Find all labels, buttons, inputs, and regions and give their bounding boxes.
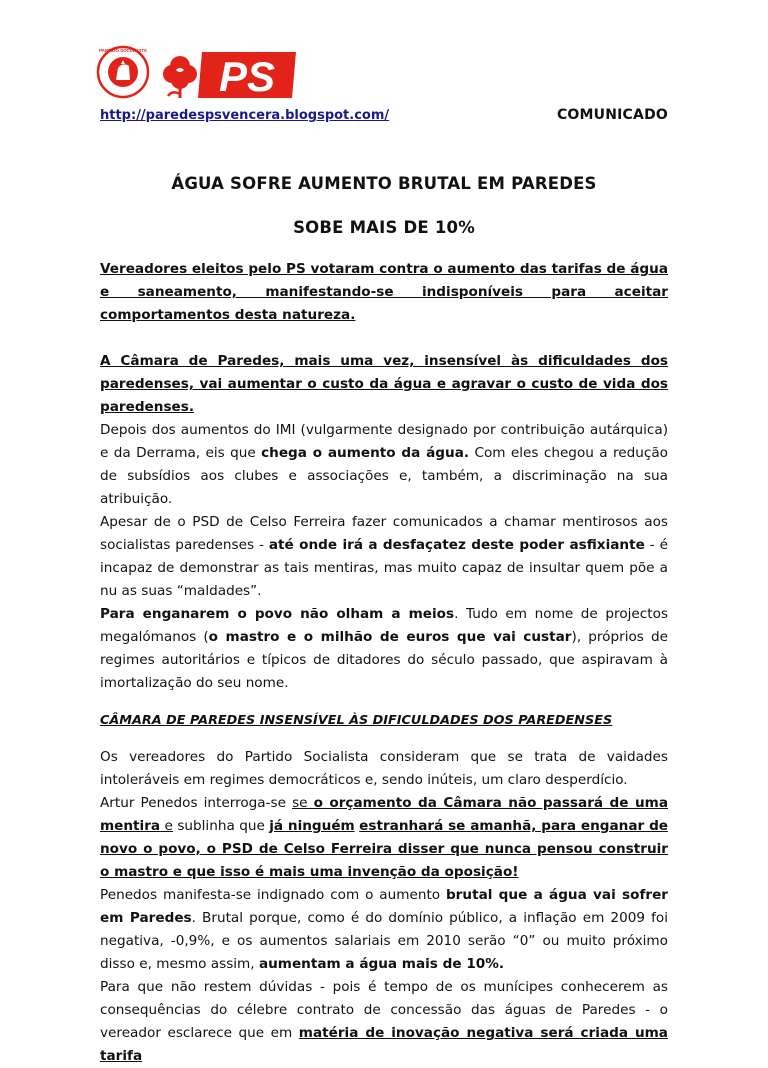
paragraph-enganar: Para enganarem o povo não olham a meios. Tudo em nome de projectos megalómanos (o mastro e o milhão de euros que vai custar), próprios de regimes autoritários e típicos de ditadores do século passado, que aspiravam à imortalização do seu nome. <box>100 606 669 691</box>
header-row <box>100 107 668 123</box>
ps-logo <box>96 44 300 100</box>
svg-text:PS: PS <box>218 53 276 100</box>
rose-icon <box>163 56 197 98</box>
main-title: ÁGUA SOFRE AUMENTO BRUTAL EM PAREDES <box>171 174 597 193</box>
paragraph-vereadores: Os vereadores do Partido Socialista consideram que se trata de vaidades intoleráveis em regimes democráticos e, sendo inúteis, um claro desperdício. <box>100 749 668 788</box>
paragraph-camara: A Câmara de Paredes, mais uma vez, insensível às dificuldades dos paredenses, vai aumentar o custo da água e agravar o custo de vida dos paredenses. <box>100 353 668 415</box>
seal-text: PARTIDO SOCIALISTA <box>98 48 148 53</box>
ps-wordmark <box>198 52 296 100</box>
document-body <box>100 258 668 1068</box>
paragraph-penedos-orcamento: Artur Penedos interroga-se se o orçamento da Câmara não passará de uma mentira e sublinha que já ninguém estranhará se amanhã, para enganar de novo o povo, o PSD de Celso Ferreira disser que nunca pensou construir o mastro e que isso é mais uma invenção da oposição! <box>100 795 669 880</box>
document-type-label: COMUNICADO <box>556 107 668 123</box>
paragraph-psd: Apesar de o PSD de Celso Ferreira fazer comunicados a chamar mentirosos aos socialistas paredenses - até onde irá a desfaçatez deste poder asfixiante - é incapaz de demonstrar as tais mentiras, mas muito capaz de insultar quem põe a nu as suas “maldades”. <box>100 514 668 599</box>
blog-link[interactable]: http://paredespsvencera.blogspot.com/ <box>100 108 390 123</box>
party-seal-icon <box>98 47 148 97</box>
paragraph-imi: Depois dos aumentos do IMI (vulgarmente designado por contribuição autárquica) e da Derrama, eis que chega o aumento da água. Com eles chegou a redução de subsídios aos clubes e associações e, também, a discriminação na sua atribuição. <box>100 422 668 507</box>
subtitle: SOBE MAIS DE 10% <box>293 218 475 237</box>
paragraph-concessao: Para que não restem dúvidas - pois é tempo de os munícipes conhecerem as consequências do célebre contrato de concessão das águas de Paredes - o vereador esclarece que em matéria de inovação negativa será criada uma tarifa <box>100 979 668 1064</box>
section-heading: CÂMARA DE PAREDES INSENSÍVEL ÀS DIFICULDADES DOS PAREDENSES <box>100 713 613 728</box>
paragraph-intro: Vereadores eleitos pelo PS votaram contra o aumento das tarifas de água e saneamento, manifestando-se indisponíveis para aceitar comportamentos desta natureza. <box>100 261 668 323</box>
paragraph-penedos-aumento: Penedos manifesta-se indignado com o aumento brutal que a água vai sofrer em Paredes. Brutal porque, como é do domínio público, a inflação em 2009 foi negativa, -0,9%, e os aumentos salariais em 2010 serão “0” ou muito próximo disso e, mesmo assim, aumentam a água mais de 10%. <box>100 887 668 972</box>
